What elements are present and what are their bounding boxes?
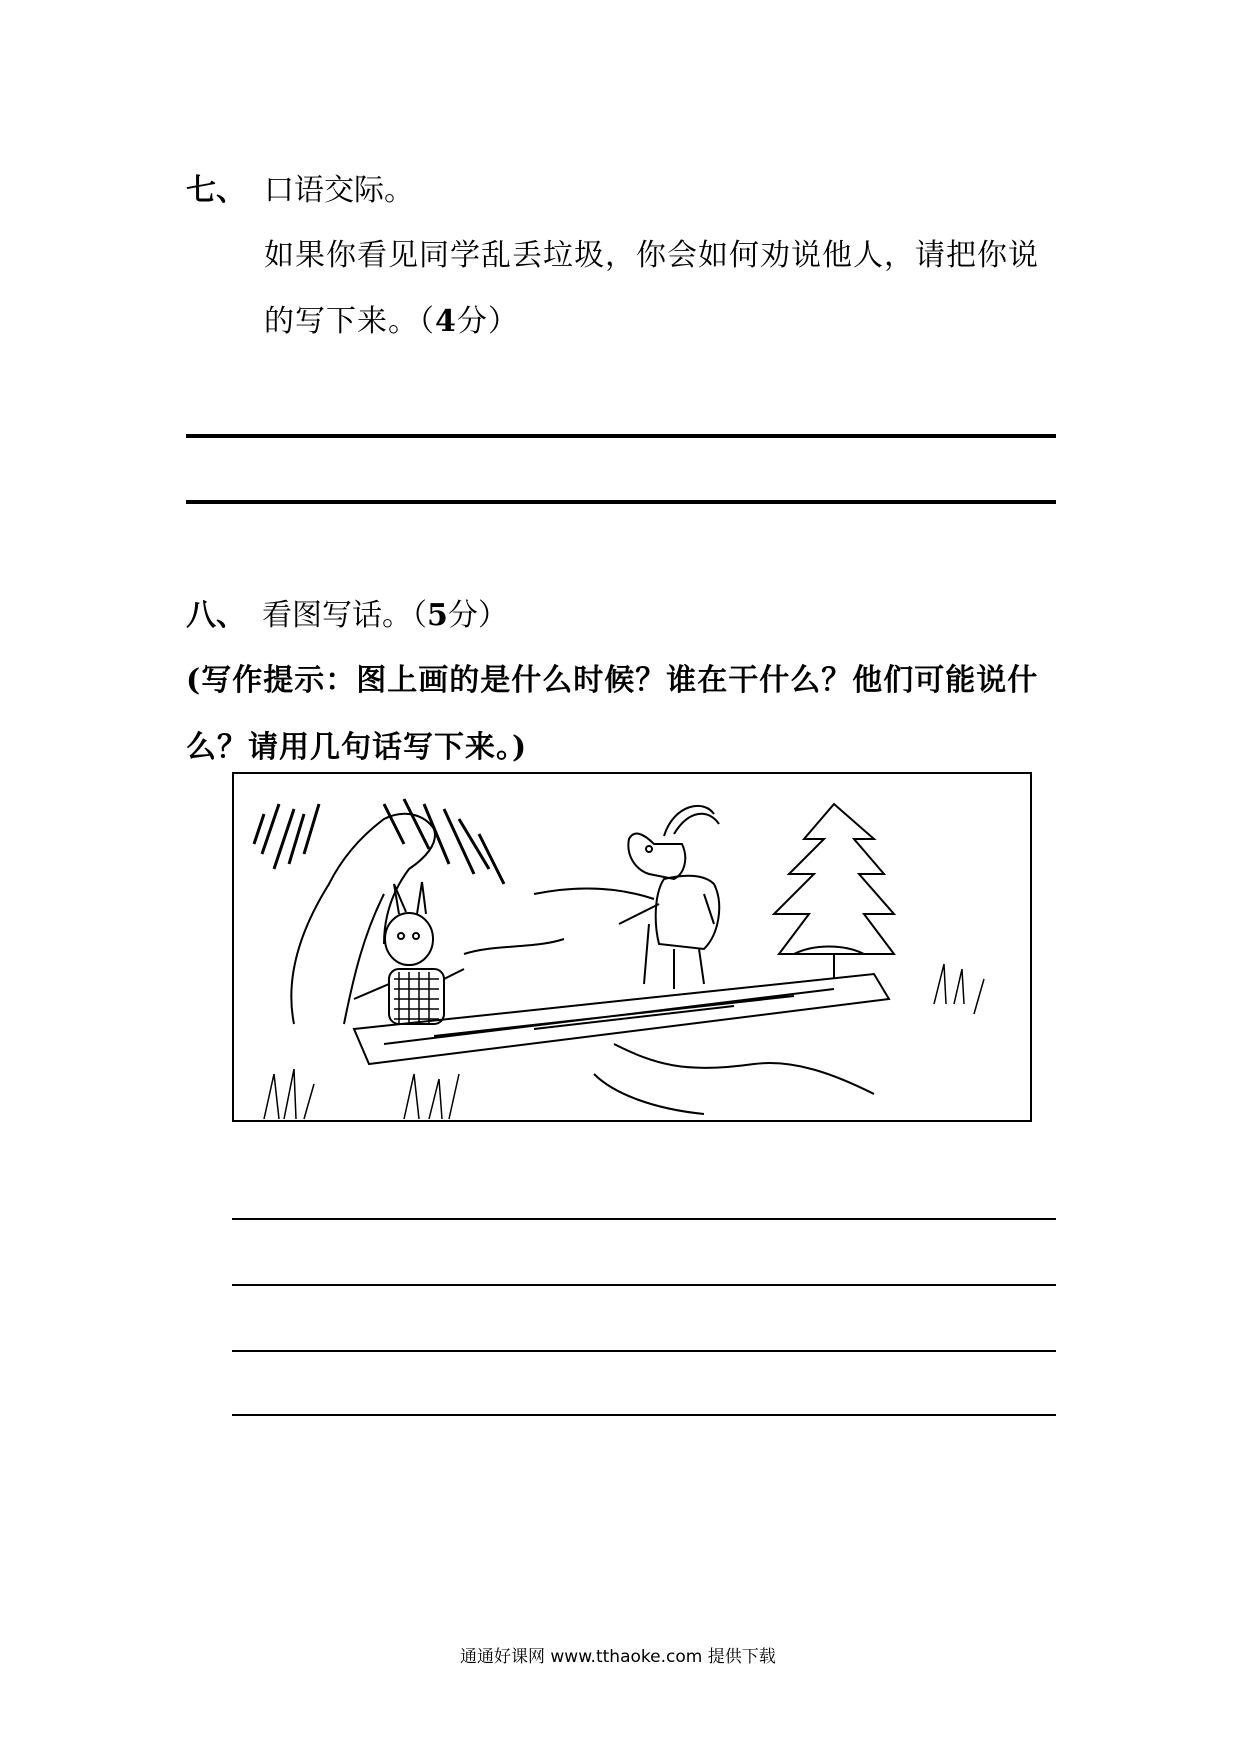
title-text: 看图写话。（ — [262, 598, 427, 633]
section-7-prompt-line-2 — [264, 296, 519, 340]
story-picture — [232, 772, 1032, 1122]
answer-line[interactable] — [232, 1414, 1056, 1416]
prompt-text-end: 分） — [456, 304, 519, 339]
answer-line[interactable] — [186, 434, 1056, 438]
prompt-text: 的写下来。（ — [264, 304, 435, 339]
answer-line[interactable] — [186, 500, 1056, 504]
writing-hint-line-1: (写作提示：图上画的是什么时候？谁在干什么？他们可能说什 — [186, 663, 1039, 698]
score-value: 5 — [427, 598, 448, 633]
writing-hint-line-2: 么？请用几句话写下来。) — [186, 730, 528, 765]
footer-text: 通通好课网 www.tthaoke.com 提供下载 — [460, 1647, 776, 1667]
answer-line[interactable] — [232, 1350, 1056, 1352]
section-7-prompt-line-1: 如果你看见同学乱丢垃圾，你会如何劝说他人，请把你说 — [264, 238, 1039, 273]
section-7-title: 口语交际。 — [264, 173, 414, 208]
story-illustration — [234, 774, 1030, 1120]
score-value: 4 — [435, 304, 457, 339]
section-8-title — [262, 590, 508, 634]
answer-line[interactable] — [232, 1284, 1056, 1286]
answer-line[interactable] — [232, 1218, 1056, 1220]
section-8-number: 八、 — [186, 598, 246, 633]
section-7-number: 七、 — [186, 173, 246, 208]
title-text-end: 分） — [447, 598, 508, 633]
